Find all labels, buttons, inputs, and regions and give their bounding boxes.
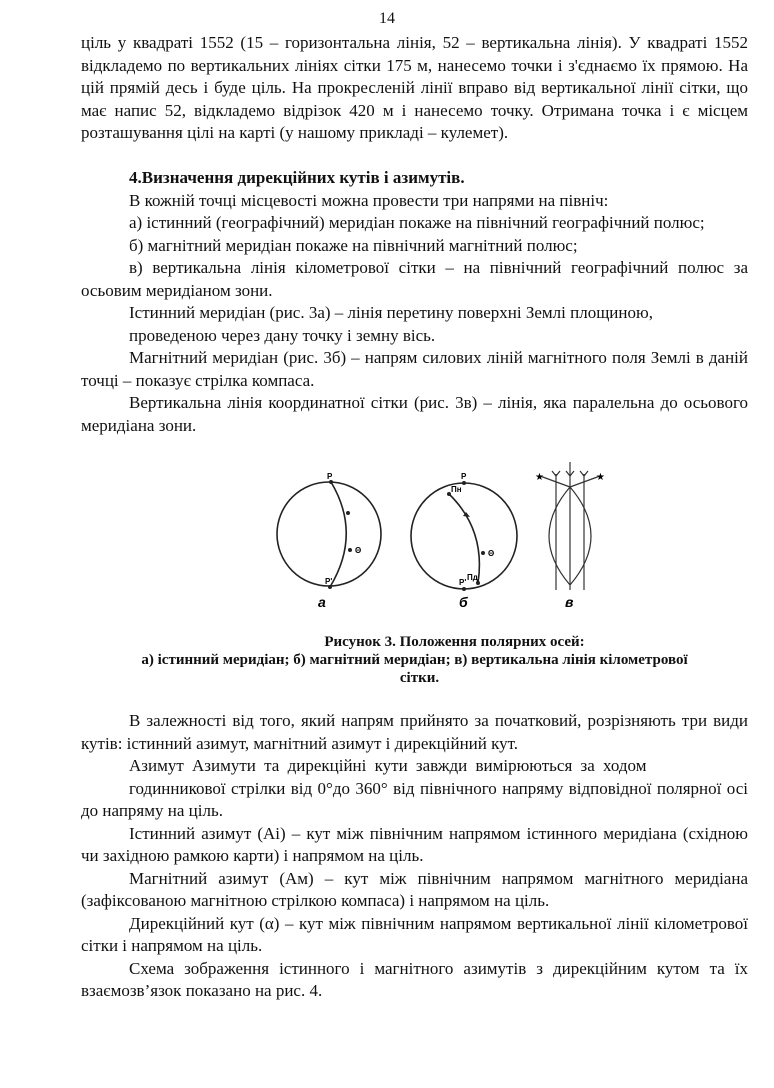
caption-line-3: сітки. (399, 670, 440, 686)
section-1 (81, 32, 748, 145)
figure-label-c: в (565, 594, 574, 610)
earth-circle-b (411, 483, 517, 589)
paragraph-azimuth-1: Азимут Азимути та дирекційні кути завжди вимірюються за ходом (129, 756, 647, 775)
paragraph-magnetic-meridian: Магнітний меридіан (рис. 3б) – напрям силових ліній магнітного поля Землі в даній точці – показує стрілка компаса. (81, 348, 748, 390)
observer-dot-a (348, 548, 352, 552)
label-theta-a: Θ (355, 546, 362, 555)
list-item-a: а) істинний (географічний) меридіан покаже на північний географічний полюс; (129, 213, 705, 232)
figure-b-magnetic-meridian (411, 472, 517, 610)
paragraph-target-location: ціль у квадраті 1552 (15 – горизонтальна лінія, 52 – вертикальна лінія). У квадраті 1552 відкладемо по вертикальних лініях сітки 175 м, нанесемо точки і з'єднаємо їх прямою. На цій прямій десь і буде ціль. На прокресленій лінії вправо від вертикальної лінії сітки, що має напис 52, відкладемо відрізок 420 м і нанесемо точку. Отримана точка і є місцем розташування цілі на карті (у нашому прикладі – кулемет). (81, 33, 748, 142)
observer-dot-b (481, 551, 485, 555)
meridian-line-a (330, 482, 346, 587)
label-mag-south: Пд (467, 573, 478, 582)
paragraph-grid-angle: Дирекційний кут (α) – кут між північним напрямом вертикальної лінії кілометрової сітки і напрямом на ціль. (81, 913, 748, 955)
arrow-left-icon (552, 471, 560, 476)
star-left-icon: ★ (535, 472, 544, 483)
meridian-line-b (449, 494, 479, 583)
paragraph-angle-types: В залежності від того, який напрям прийнято за початковий, розрізняють три види кутів: істинний азимут, магнітний азимут і дирекційний кут. (81, 711, 748, 753)
paragraph-scheme: Схема зображення істинного і магнітного азимутів з дирекційним кутом та їх взаємозв’язок показано на рис. 4. (81, 958, 748, 1000)
figure-label-b: б (459, 594, 468, 610)
label-p-top-b: P (461, 472, 467, 481)
pole-point-top-b (462, 481, 466, 485)
paragraph-true-meridian-2: проведеною через дану точку і земну вісь. (129, 325, 436, 345)
arrow-right-icon (580, 471, 588, 476)
meridian-converge-left (540, 476, 570, 487)
paragraph-intro: В кожній точці місцевості можна провести три напрями на північ: (129, 190, 609, 210)
label-p-bottom-a: P' (325, 577, 333, 586)
star-right-icon: ★ (596, 472, 605, 483)
figure-label-a: а (318, 594, 326, 610)
figure-caption (81, 633, 748, 687)
section-heading: 4.Визначення дирекційних кутів і азимутів. (129, 168, 465, 187)
figure-polar-axes (270, 460, 610, 625)
paragraph-true-azimuth: Істинний азимут (Аі) – кут між північним напрямом істинного меридіана (східною чи західною рамкою карти) і напрямом на ціль. (81, 823, 748, 865)
list-item-b: б) магнітний меридіан покаже на північний магнітний полюс; (129, 235, 578, 255)
pole-point-bottom-b (462, 587, 466, 591)
label-p-top-a: P (327, 472, 333, 481)
label-theta-b: Θ (488, 549, 495, 558)
list-item-c: в) вертикальна лінія кілометрової сітки – на північний географічний полюс за осьовим меридіаном зони. (81, 258, 748, 300)
meridian-dot-a (346, 511, 350, 515)
caption-line-2: а) істинний меридіан; б) магнітний меридіан; в) вертикальна лінія кілометрової (141, 652, 688, 668)
label-p-bottom-b: P' (459, 578, 467, 587)
paragraph-true-meridian-1: Істинний меридіан (рис. 3а) – лінія перетину поверхні Землі площиною, (129, 303, 653, 322)
section-3 (81, 710, 748, 1003)
paragraph-grid-line: Вертикальна лінія координатної сітки (рис. 3в) – лінія, яка паралельна до осьового меридіана зони. (81, 393, 748, 435)
earth-circle-a (277, 482, 381, 586)
paragraph-magnetic-azimuth: Магнітний азимут (Ам) – кут між північним напрямом магнітного меридіана (зафіксованою магнітною стрілкою компаса) і напрямом на ціль. (81, 868, 748, 910)
figure-c-grid-line (535, 462, 605, 610)
caption-title: Рисунок 3. Положення полярних осей: (324, 634, 585, 650)
label-mag-north: Пн (451, 485, 462, 494)
figure-a-true-meridian (277, 472, 381, 610)
page-number: 14 (379, 10, 395, 27)
section-2 (81, 167, 748, 437)
paragraph-azimuth-2: годинникової стрілки від 0°до 360° від північного напряму відповідної полярної осі до напряму на ціль. (81, 778, 748, 820)
figure-svg (270, 460, 610, 625)
